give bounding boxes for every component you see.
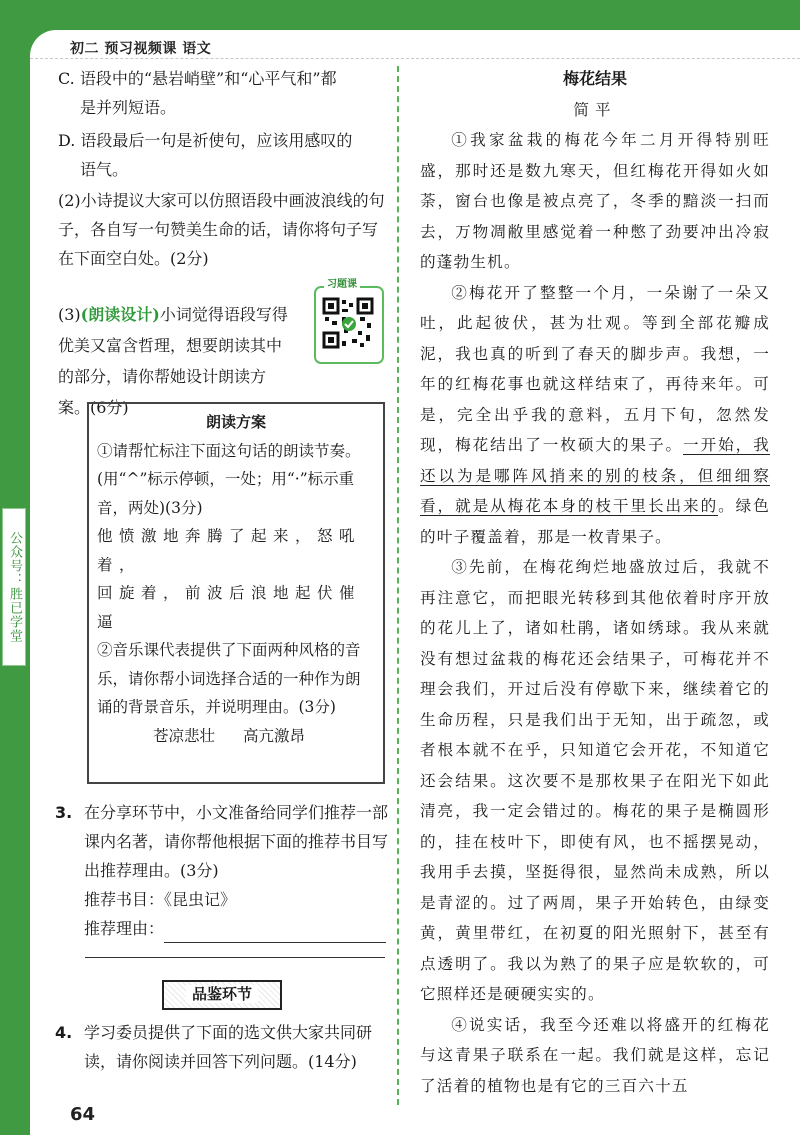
left-column xyxy=(58,64,388,423)
article-paragraph-1: ①我家盆栽的梅花今年二月开得特别旺盛，那时还是数九寒天，但红梅花开得如火如荼，窗台也像是被点亮了，冬季的黯淡一扫而去，万物凋敝里感觉着一种憋了劲要冲出冷寂的蓬勃生机。 xyxy=(420,131,770,271)
option-d-line1: D. 语段最后一句是祈使句，应该用感叹的 xyxy=(58,131,353,150)
option-d-line2: 语气。 xyxy=(80,160,129,179)
read-design-tag: (朗读设计) xyxy=(80,305,160,324)
qr-label: 习题课 xyxy=(324,278,360,292)
option-c-line1: C. 语段中的“悬岩峭壁”和“心平气和”都 xyxy=(58,69,337,88)
q3-number: 3. xyxy=(55,803,73,822)
question-4 xyxy=(55,1018,388,1076)
qr-code-card[interactable] xyxy=(314,279,384,364)
plan-title: 朗读方案 xyxy=(205,413,266,431)
article xyxy=(420,64,770,1101)
question-2: (2)小诗提议大家可以仿照语段中画波浪线的句子，各自写一句赞美生命的话，请你将句子写在下面空白处。(2分) xyxy=(58,191,385,268)
article-title: 梅花结果 xyxy=(562,69,627,88)
page-header: 初二 预习视频课 语文 xyxy=(70,41,212,57)
answer-line-2[interactable] xyxy=(85,957,385,958)
reading-plan-box xyxy=(87,402,385,784)
q3-body: 在分享环节中，小文准备给同学们推荐一部课内名著，请你帮他根据下面的推荐书目写出推荐理由。(3分) xyxy=(84,803,389,880)
q3-prefix: (3) xyxy=(58,305,81,324)
recommended-book: 推荐书目：《昆虫记》 xyxy=(84,890,237,909)
article-paragraph-3: ③先前，在梅花绚烂地盛放过后，我就不再注意它，而把眼光转移到其他依着时序开放的花儿上了，诸如杜鹃，诸如绣球。我从来就没有想过盆栽的梅花还会结果子，可梅花并不理会我们，开过后没有停歇下来，继续着它的生命历程，只是我们出于无知，出于疏忽，或者根本就不在乎，只知道它会开花，不知道它还会结果。这次要不是那枚果子在阳光下如此清亮，我一定会错过的。梅花的果子是椭圆形的，挂在枝叶下，即使有风，也不摇摆晃动，我用手去摸，坚挺得很，显然尚未成熟，所以是青涩的。过了两周，果子开始转色，由绿变黄，黄里带红，在初夏的阳光照射下，甚至有点透明了。我以为熟了的果子应是软软的，可它照样还是硬硬实实的。 xyxy=(420,558,770,1003)
column-divider xyxy=(397,66,399,1105)
header-divider xyxy=(30,58,800,59)
plan-item-2: ②音乐课代表提供了下面两种风格的音乐，请你帮小词选择合适的一种作为朗诵的背景音乐，并说明理由。(3分) xyxy=(97,641,361,716)
plan-item-1: ①请帮忙标注下面这句话的朗读节奏。(用“^”标示停顿，一处；用“·”标示重音，两处)(3分) xyxy=(97,441,361,517)
recommend-reason-label: 推荐理由： xyxy=(84,919,165,938)
music-choice-2[interactable]: 高亢激昂 xyxy=(243,726,306,745)
music-choices xyxy=(97,722,375,751)
section-badge xyxy=(162,980,282,1010)
reason-answer-line[interactable] xyxy=(164,922,386,943)
recommend-reason-row xyxy=(58,914,388,943)
plan-sentence-2: 回旋着，前波后浪地起伏催逼 xyxy=(97,584,362,631)
article-paragraph-4: ④说实话，我至今还难以将盛开的红梅花与这青果子联系在一起。我们就是这样，忘记了活着的植物也是有它的三百六十五 xyxy=(420,1015,770,1095)
qr-code-icon xyxy=(322,297,374,349)
question-3 xyxy=(55,798,389,943)
plan-sentence-1: 他愤激地奔腾了起来，怒吼着， xyxy=(97,527,362,574)
p2-text-b: 。绿色的叶子覆盖着，那是一枚青果子。 xyxy=(420,497,770,546)
p2-underlined: 一开始，我还以为是哪阵风捎来的别的枝条，但细细察看，就是从梅花本身的枝干里长出来的 xyxy=(420,436,770,515)
music-choice-1[interactable]: 苍凉悲壮 xyxy=(153,726,216,745)
q4-body: 学习委员提供了下面的选文供大家共同研读，请你阅读并回答下列问题。(14分) xyxy=(84,1023,373,1071)
section-badge-label: 品鉴环节 xyxy=(186,985,258,1003)
page-number: 64 xyxy=(70,1104,96,1125)
page xyxy=(30,30,800,1135)
q3-text: 小词觉得语段写得优美又富含哲理，想要朗读其中的部分，请你帮她设计朗读方案。(6分) xyxy=(58,305,288,417)
article-author: 简平 xyxy=(573,100,617,119)
side-tab: 公众号：胜已学堂 xyxy=(2,508,26,666)
p2-text-a: ②梅花开了整整一个月，一朵谢了一朵又吐，此起彼伏，甚为壮观。等到全部花瓣成泥，我也真的听到了春天的脚步声。我想，一年的红梅花事也就这样结束了，再待来年。可是，完全出乎我的意料，五月下旬，忽然发现，梅花结出了一枚硕大的果子。 xyxy=(420,283,770,454)
option-c-line2: 是并列短语。 xyxy=(80,98,177,117)
article-paragraph-2 xyxy=(420,278,770,553)
q4-number: 4. xyxy=(55,1023,73,1042)
